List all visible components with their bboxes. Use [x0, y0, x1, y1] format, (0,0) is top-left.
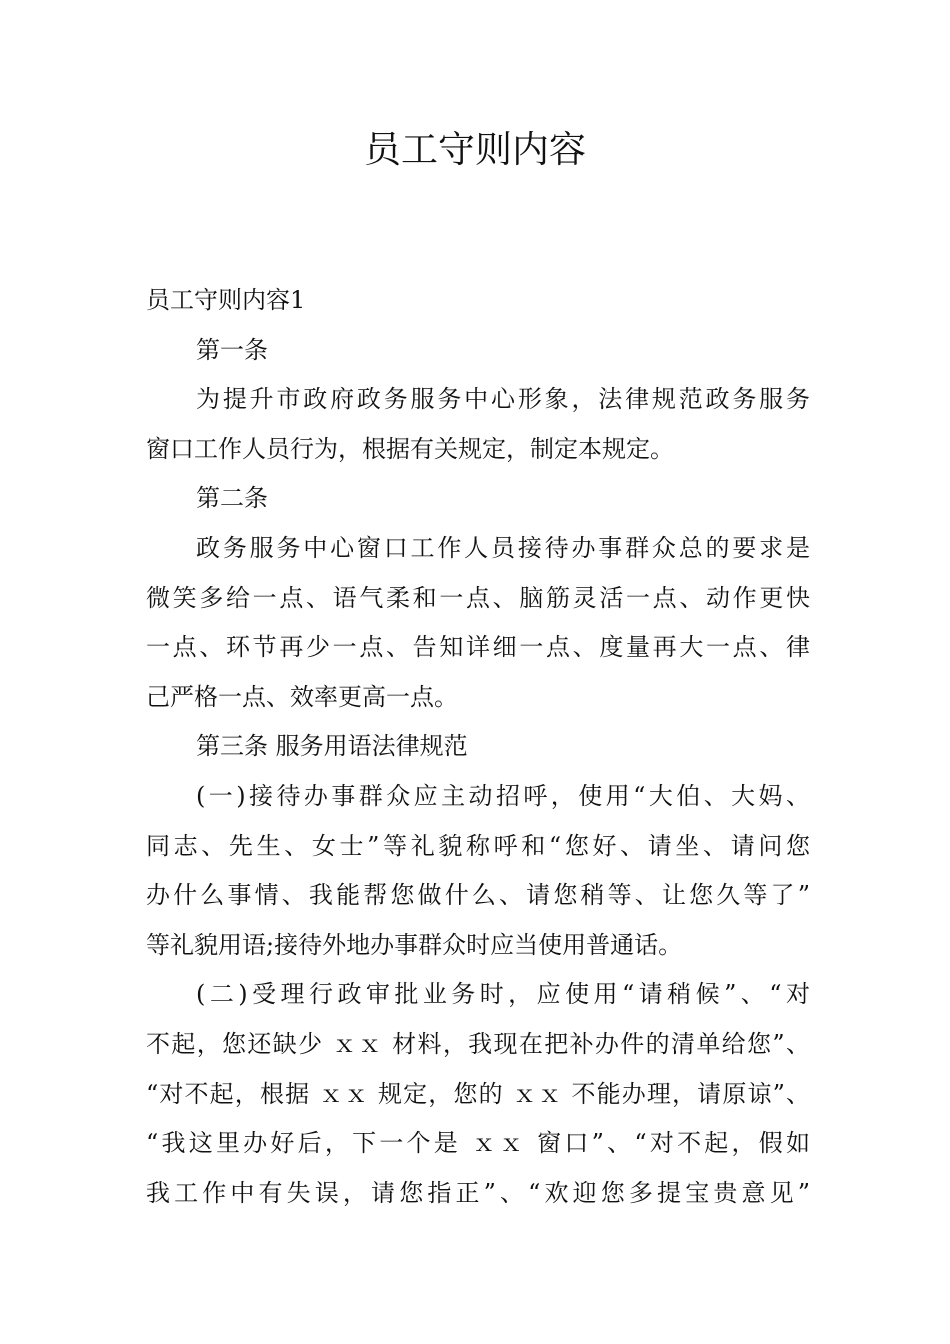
text-line: 己严格一点、效率更高一点。	[146, 682, 458, 711]
text-line: “对不起，根据 ｘｘ 规定，您的 ｘｘ 不能办理，请原谅”、	[146, 1079, 810, 1108]
document-body	[146, 276, 810, 1218]
text-line: 窗口工作人员行为，根据有关规定，制定本规定。	[146, 434, 674, 463]
text-line: 等礼貌用语;接待外地办事群众时应当使用普通话。	[146, 930, 683, 959]
text-line: 员工守则内容1	[146, 286, 306, 314]
text-line: 政务服务中心窗口工作人员接待办事群众总的要求是	[196, 533, 810, 562]
text-line: 同志、先生、女士”等礼貌称呼和“您好、请坐、请问您	[146, 831, 810, 860]
text-line: 第三条 服务用语法律规范	[196, 732, 468, 761]
text-line: 办什么事情、我能帮您做什么、请您稍等、让您久等了”	[146, 881, 810, 910]
text-line: “我这里办好后，下一个是 ｘｘ 窗口”、“对不起，假如	[146, 1129, 810, 1158]
text-line: 第二条	[196, 484, 268, 513]
text-line: 不起，您还缺少 ｘｘ 材料，我现在把补办件的清单给您”、	[146, 1029, 810, 1058]
text-line: 一点、环节再少一点、告知详细一点、度量再大一点、律	[146, 633, 810, 662]
text-line: (一)接待办事群众应主动招呼，使用“大伯、大妈、	[196, 781, 810, 810]
text-line: 我工作中有失误，请您指正”、“欢迎您多提宝贵意见”	[146, 1178, 810, 1207]
text-line: 为提升市政府政务服务中心形象，法律规范政务服务	[196, 385, 810, 414]
text-line: 第一条	[196, 335, 268, 364]
text-line: 微笑多给一点、语气柔和一点、脑筋灵活一点、动作更快	[146, 583, 810, 612]
document-title: 员工守则内容	[364, 128, 586, 171]
text-line: (二)受理行政审批业务时，应使用“请稍候”、“对	[196, 980, 810, 1009]
